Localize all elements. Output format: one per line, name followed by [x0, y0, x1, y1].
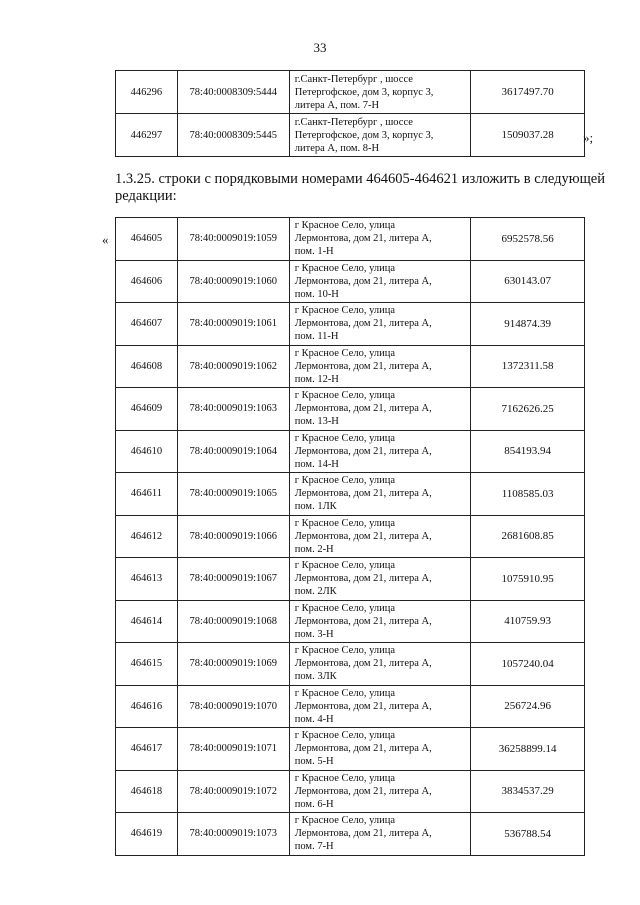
address-cell: г Красное Село, улица Лермонтова, дом 21, литера А, пом. 7-Н: [289, 813, 470, 856]
address-cell: г Красное Село, улица Лермонтова, дом 21, литера А, пом. 5-Н: [289, 728, 470, 771]
row-id-cell: 464613: [116, 558, 178, 601]
cadastral-number-cell: 78:40:0009019:1064: [177, 430, 289, 473]
cadastral-number-cell: 78:40:0008309:5444: [177, 71, 289, 114]
value-cell: 410759.93: [471, 600, 585, 643]
table-row: [116, 303, 585, 346]
row-id-cell: 464616: [116, 685, 178, 728]
cadastral-number-cell: 78:40:0009019:1070: [177, 685, 289, 728]
value-cell: 1509037.28: [471, 114, 585, 157]
row-id-cell: 464606: [116, 260, 178, 303]
cadastral-number-cell: 78:40:0009019:1065: [177, 473, 289, 516]
address-cell: г Красное Село, улица Лермонтова, дом 21, литера А, пом. 3-Н: [289, 600, 470, 643]
table-row: [116, 260, 585, 303]
table-row: [116, 558, 585, 601]
table-row: [116, 685, 585, 728]
value-cell: 536788.54: [471, 813, 585, 856]
value-cell: 3617497.70: [471, 71, 585, 114]
address-cell: г Красное Село, улица Лермонтова, дом 21, литера А, пом. 2-Н: [289, 515, 470, 558]
table-row: [116, 770, 585, 813]
cadastral-number-cell: 78:40:0009019:1060: [177, 260, 289, 303]
closing-quote: »;: [583, 130, 594, 145]
table-row: [116, 430, 585, 473]
row-id-cell: 464619: [116, 813, 178, 856]
address-cell: г Красное Село, улица Лермонтова, дом 21, литера А, пом. 2ЛК: [289, 558, 470, 601]
cadastral-number-cell: 78:40:0009019:1066: [177, 515, 289, 558]
main-table: [115, 217, 585, 856]
value-cell: 2681608.85: [471, 515, 585, 558]
table-row: [116, 600, 585, 643]
value-cell: 1057240.04: [471, 643, 585, 686]
address-cell: г Красное Село, улица Лермонтова, дом 21, литера А, пом. 6-Н: [289, 770, 470, 813]
value-cell: 1108585.03: [471, 473, 585, 516]
paragraph-text: 1.3.25. строки с порядковыми номерами 464605-464621 изложить в следующей редакции:: [115, 171, 605, 204]
address-cell: г.Санкт-Петербург , шоссе Петергофское, дом 3, корпус 3, литера А, пом. 7-Н: [289, 71, 471, 114]
address-cell: г Красное Село, улица Лермонтова, дом 21, литера А, пом. 10-Н: [289, 260, 470, 303]
address-cell: г.Санкт-Петербург , шоссе Петергофское, дом 3, корпус 3, литера А, пом. 8-Н: [289, 114, 471, 157]
row-id-cell: 464615: [116, 643, 178, 686]
cadastral-number-cell: 78:40:0009019:1069: [177, 643, 289, 686]
cadastral-number-cell: 78:40:0009019:1072: [177, 770, 289, 813]
address-cell: г Красное Село, улица Лермонтова, дом 21, литера А, пом. 14-Н: [289, 430, 470, 473]
table-row: [116, 473, 585, 516]
cadastral-number-cell: 78:40:0009019:1061: [177, 303, 289, 346]
cadastral-number-cell: 78:40:0009019:1068: [177, 600, 289, 643]
address-cell: г Красное Село, улица Лермонтова, дом 21, литера А, пом. 12-Н: [289, 345, 470, 388]
table-row: [116, 813, 585, 856]
value-cell: 1372311.58: [471, 345, 585, 388]
cadastral-number-cell: 78:40:0009019:1067: [177, 558, 289, 601]
value-cell: 36258899.14: [471, 728, 585, 771]
cadastral-number-cell: 78:40:0009019:1062: [177, 345, 289, 388]
table-row: [116, 345, 585, 388]
row-id-cell: 464607: [116, 303, 178, 346]
row-id-cell: 464608: [116, 345, 178, 388]
value-cell: 630143.07: [471, 260, 585, 303]
table-row: [116, 71, 585, 114]
table-row: [116, 515, 585, 558]
cadastral-number-cell: 78:40:0009019:1059: [177, 218, 289, 261]
table-row: [116, 218, 585, 261]
page-number: 33: [313, 40, 327, 55]
value-cell: 6952578.56: [471, 218, 585, 261]
address-cell: г Красное Село, улица Лермонтова, дом 21, литера А, пом. 3ЛК: [289, 643, 470, 686]
value-cell: 3834537.29: [471, 770, 585, 813]
row-id-cell: 464609: [116, 388, 178, 431]
table-row: [116, 114, 585, 157]
value-cell: 7162626.25: [471, 388, 585, 431]
cadastral-number-cell: 78:40:0009019:1073: [177, 813, 289, 856]
row-id-cell: 464614: [116, 600, 178, 643]
address-cell: г Красное Село, улица Лермонтова, дом 21, литера А, пом. 11-Н: [289, 303, 470, 346]
value-cell: 256724.96: [471, 685, 585, 728]
address-cell: г Красное Село, улица Лермонтова, дом 21, литера А, пом. 4-Н: [289, 685, 470, 728]
opening-quote: «: [102, 232, 109, 247]
address-cell: г Красное Село, улица Лермонтова, дом 21, литера А, пом. 1ЛК: [289, 473, 470, 516]
top-table: [115, 70, 585, 157]
value-cell: 854193.94: [471, 430, 585, 473]
cadastral-number-cell: 78:40:0009019:1063: [177, 388, 289, 431]
row-id-cell: 464612: [116, 515, 178, 558]
value-cell: 914874.39: [471, 303, 585, 346]
table-row: [116, 388, 585, 431]
row-id-cell: 464618: [116, 770, 178, 813]
table-row: [116, 728, 585, 771]
address-cell: г Красное Село, улица Лермонтова, дом 21, литера А, пом. 13-Н: [289, 388, 470, 431]
address-cell: г Красное Село, улица Лермонтова, дом 21, литера А, пом. 1-Н: [289, 218, 470, 261]
row-id-cell: 464605: [116, 218, 178, 261]
row-id-cell: 446296: [116, 71, 178, 114]
cadastral-number-cell: 78:40:0008309:5445: [177, 114, 289, 157]
row-id-cell: 446297: [116, 114, 178, 157]
value-cell: 1075910.95: [471, 558, 585, 601]
row-id-cell: 464611: [116, 473, 178, 516]
row-id-cell: 464617: [116, 728, 178, 771]
cadastral-number-cell: 78:40:0009019:1071: [177, 728, 289, 771]
row-id-cell: 464610: [116, 430, 178, 473]
table-row: [116, 643, 585, 686]
